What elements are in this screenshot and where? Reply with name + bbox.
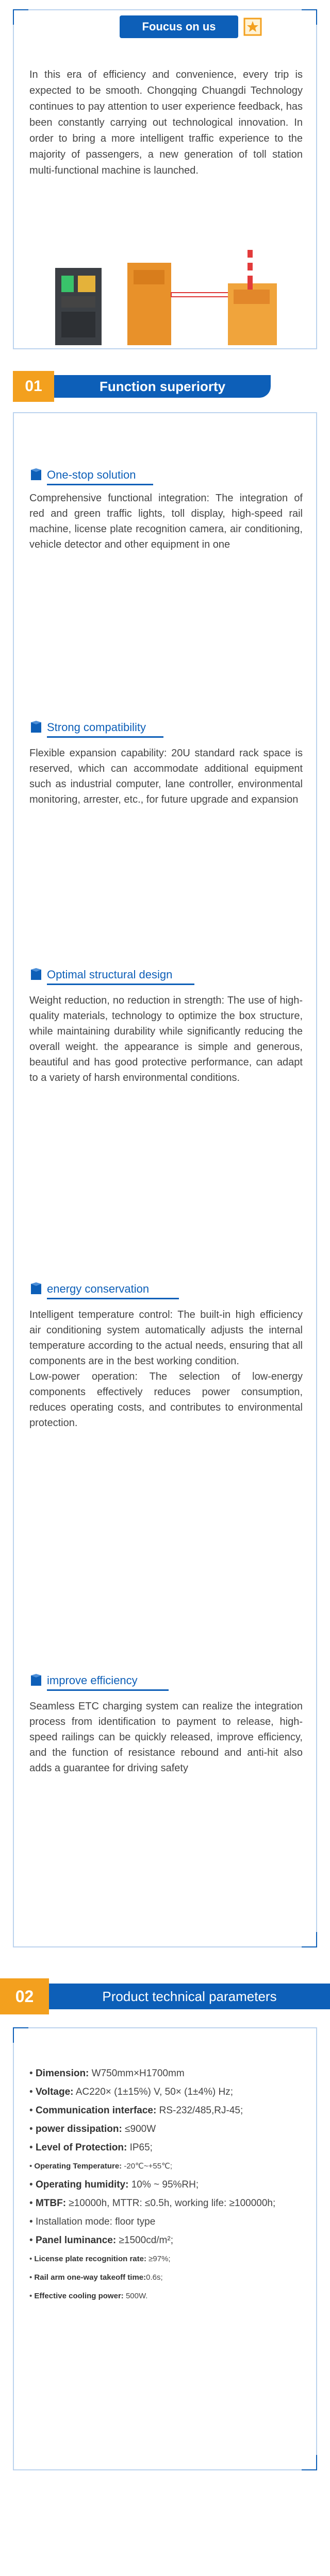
param-item bbox=[29, 2231, 303, 2250]
machine-gate-icon bbox=[228, 250, 277, 345]
feature-text-1: Flexible expansion capability: 20U standard rack space is reserved, which can accommodate additional equipment such as industrial computer, lane controller, environmental monitoring, arrester, etc., for future upgrade and expansion bbox=[29, 748, 303, 805]
cube-icon bbox=[29, 721, 43, 734]
bullet-icon: • bbox=[29, 2142, 36, 2153]
corner-right-bottom bbox=[302, 2455, 317, 2470]
param-label: Dimension: bbox=[35, 2068, 89, 2079]
param-value: W750mm×H1700mm bbox=[89, 2068, 185, 2079]
feature-text-2: Weight reduction, no reduction in strength: The use of high-quality materials, technology to optimize the box structure, while maintaining durability while significantly reducing the overall weight. the appearance is simple and generous, beautiful and has good protective performance, can adapt to a variety of harsh environmental conditions. bbox=[29, 995, 303, 1083]
params-header bbox=[0, 1978, 330, 2014]
param-value: 500W. bbox=[123, 2292, 148, 2300]
param-value: AC220× (1±15%) V, 50× (1±4%) Hz; bbox=[73, 2087, 234, 2097]
param-label: MTBF: bbox=[35, 2198, 67, 2209]
param-label: Voltage: bbox=[35, 2087, 74, 2097]
feature-text-0: Comprehensive functional integration: The integration of red and green traffic lights, toll display, high-speed rail machine, license plate recognition camera, air conditioning, vehicle detector and other equipment in one bbox=[29, 493, 303, 550]
params-section bbox=[13, 2027, 317, 2470]
corner-left-top bbox=[13, 9, 28, 25]
params-number: 02 bbox=[0, 1978, 49, 2014]
param-item bbox=[29, 2157, 303, 2176]
param-item bbox=[29, 2102, 303, 2120]
param-value: ≥1500cd/m²; bbox=[116, 2235, 173, 2246]
function-number: 01 bbox=[13, 371, 54, 402]
feature-text-3: Intelligent temperature control: The built-in high efficiency air conditioning system automatically adjusts the internal temperature according to the actual needs, ensuring that all components are in the best working condition. Low-power operation: The selection of low-energy components effectively reduces power consumption, reduces operating costs, and contributes to environmental protection. bbox=[29, 1309, 303, 1429]
param-value: ≤900W bbox=[122, 2124, 156, 2134]
star-icon bbox=[243, 18, 262, 39]
bullet-icon: • bbox=[29, 2235, 36, 2246]
focus-section bbox=[13, 9, 317, 349]
param-label: Operating Temperature: bbox=[34, 2162, 122, 2171]
param-value: ≥10000h, MTTR: ≤0.5h, working life: ≥100000h; bbox=[66, 2198, 276, 2209]
bullet-icon: • bbox=[29, 2273, 35, 2282]
bullet-icon: • bbox=[29, 2162, 35, 2171]
param-item bbox=[29, 2194, 303, 2213]
param-item bbox=[29, 2083, 303, 2102]
param-item bbox=[29, 2287, 303, 2306]
bullet-icon: • bbox=[29, 2105, 36, 2116]
corner-right-bottom bbox=[302, 1932, 317, 1947]
param-label: License plate recognition rate: bbox=[34, 2255, 146, 2263]
function-title: Function superiorty bbox=[54, 375, 271, 398]
bullet-icon: • bbox=[29, 2124, 36, 2134]
param-item bbox=[29, 2064, 303, 2083]
param-label: power dissipation: bbox=[35, 2124, 122, 2134]
params-list bbox=[29, 2064, 303, 2306]
feature-title-3: energy conservation bbox=[29, 1279, 179, 1299]
param-value: Installation mode: floor type bbox=[35, 2216, 156, 2227]
feature-text-4: Seamless ETC charging system can realize the integration process from identification to payment to release, high-speed railings can be quickly released, improve efficiency, and the function of resistance rebound and anti-hit also adds a guarantee for driving safety bbox=[29, 1701, 303, 1774]
param-value: ≥97%; bbox=[146, 2255, 171, 2263]
param-label: Level of Protection: bbox=[35, 2142, 127, 2153]
focus-description: In this era of efficiency and convenience, every trip is expected to be smooth. Chongqing Chuangdi Technology continues to pay attention to user experience feedback, has been constantly carrying out technological innovation. In order to bring a more intelligent traffic experience to the majority of passengers, a new generation of toll station multi-functional machine is launched. bbox=[29, 69, 303, 176]
param-label: Communication interface: bbox=[35, 2105, 157, 2116]
param-value: IP65; bbox=[127, 2142, 153, 2153]
focus-title: Foucus on us bbox=[120, 15, 238, 38]
param-value: 0.6s; bbox=[146, 2273, 163, 2282]
param-item bbox=[29, 2139, 303, 2157]
param-item bbox=[29, 2250, 303, 2268]
bullet-icon: • bbox=[29, 2068, 36, 2079]
feature-title-0: One-stop solution bbox=[29, 465, 153, 485]
param-label: Panel luminance: bbox=[35, 2235, 117, 2246]
toll-machines-image bbox=[50, 247, 287, 350]
cube-icon bbox=[29, 1282, 43, 1296]
param-item bbox=[29, 2176, 303, 2194]
corner-left-top bbox=[13, 2027, 28, 2043]
feature-title-4: improve efficiency bbox=[29, 1670, 169, 1691]
param-label: Effective cooling power: bbox=[34, 2292, 124, 2300]
param-value: -20℃~+55℃; bbox=[122, 2162, 173, 2171]
corner-right-top bbox=[302, 9, 317, 25]
bullet-icon: • bbox=[29, 2198, 36, 2209]
param-value: 10% ~ 95%RH; bbox=[128, 2179, 199, 2190]
param-label: Operating humidity: bbox=[35, 2179, 129, 2190]
params-title: Product technical parameters bbox=[49, 1984, 330, 2009]
param-value: RS-232/485,RJ-45; bbox=[156, 2105, 243, 2116]
function-header bbox=[13, 371, 317, 402]
feature-title-2: Optimal structural design bbox=[29, 964, 194, 985]
cube-icon bbox=[29, 468, 43, 482]
bullet-icon: • bbox=[29, 2255, 35, 2263]
param-item bbox=[29, 2120, 303, 2139]
cube-icon bbox=[29, 1674, 43, 1687]
bullet-icon: • bbox=[29, 2087, 36, 2097]
bullet-icon: • bbox=[29, 2216, 36, 2227]
param-item bbox=[29, 2213, 303, 2231]
function-section bbox=[13, 412, 317, 1947]
feature-title-1: Strong compatibility bbox=[29, 717, 163, 738]
bullet-icon: • bbox=[29, 2179, 36, 2190]
cube-icon bbox=[29, 968, 43, 981]
param-item bbox=[29, 2268, 303, 2287]
bullet-icon: • bbox=[29, 2292, 35, 2300]
param-label: Rail arm one-way takeoff time: bbox=[34, 2273, 146, 2282]
machine-dark-icon bbox=[55, 268, 102, 345]
